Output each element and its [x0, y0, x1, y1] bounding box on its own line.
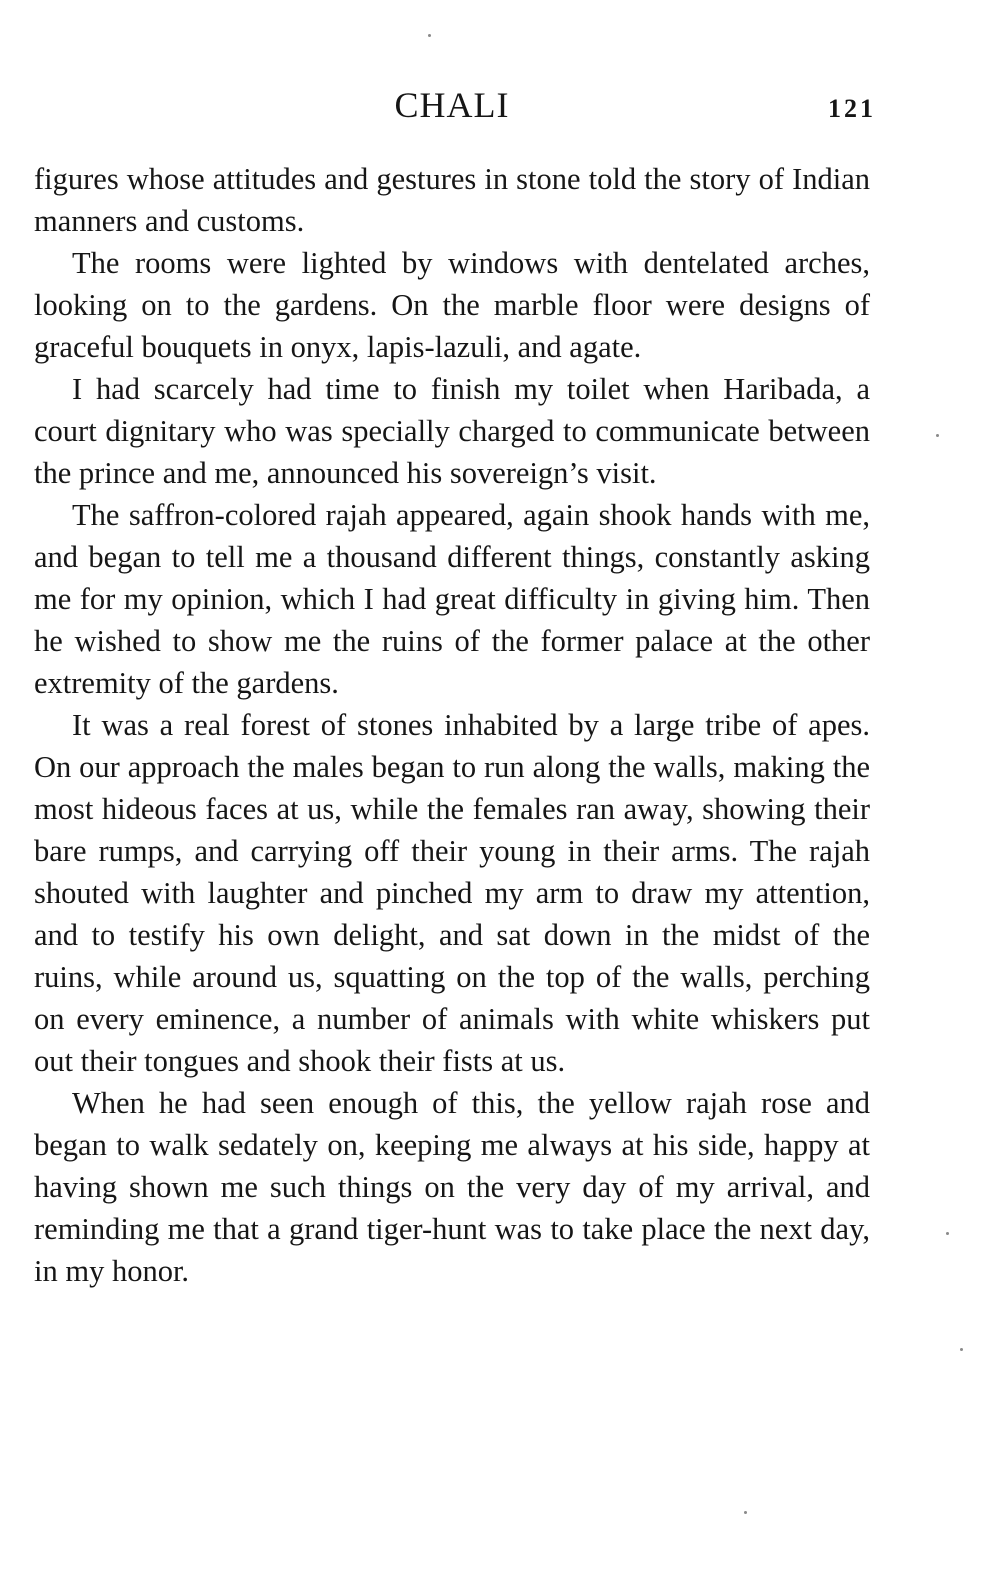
paragraph-apes: It was a real forest of stones inhabited by a large tribe of apes. On our approach the males began to run along the walls, making the most hideous faces at us, while the females ran away, showing their bare rumps, and carrying off their young in their arms. The rajah shouted with laughter and pinched my arm to draw my attention, and to testify his own delight, and sat down in the midst of the ruins, while around us, squatting on the top of the walls, perching on every eminence, a number of animals with white whiskers put out their tongues and shook their fists at us. [34, 708, 870, 1078]
scan-speck [744, 1511, 747, 1514]
paragraph-rooms: The rooms were lighted by windows with dentelated arches, looking on to the gardens. On the marble floor were designs of graceful bouquets in onyx, lapis-lazuli, and agate. [34, 246, 870, 364]
paragraph-haribada: I had scarcely had time to finish my toilet when Haribada, a court dignitary who was specially charged to communicate between the prince and me, announced his sovereign’s visit. [34, 372, 870, 490]
body-text [34, 158, 870, 1292]
scan-speck [960, 1348, 963, 1351]
paragraph-rajah-visit: The saffron-colored rajah appeared, again shook hands with me, and began to tell me a thousand different things, constantly asking me for my opinion, which I had great difficulty in giving him. Then he wished to show me the ruins of the former palace at the other extremity of the gardens. [34, 498, 870, 700]
scan-speck [946, 1232, 949, 1235]
running-title: CHALI [394, 85, 510, 125]
scan-speck [428, 34, 431, 37]
page-number: 121 [828, 94, 876, 123]
paragraph-tiger-hunt: When he had seen enough of this, the yellow rajah rose and began to walk sedately on, keeping me always at his side, happy at having shown me such things on the very day of my arrival, and reminding me that a grand tiger-hunt was to take place the next day, in my honor. [34, 1086, 870, 1288]
scan-speck [936, 434, 939, 437]
page-header [34, 84, 876, 134]
paragraph-continuation: figures whose attitudes and gestures in stone told the story of Indian manners and customs. [34, 162, 870, 238]
